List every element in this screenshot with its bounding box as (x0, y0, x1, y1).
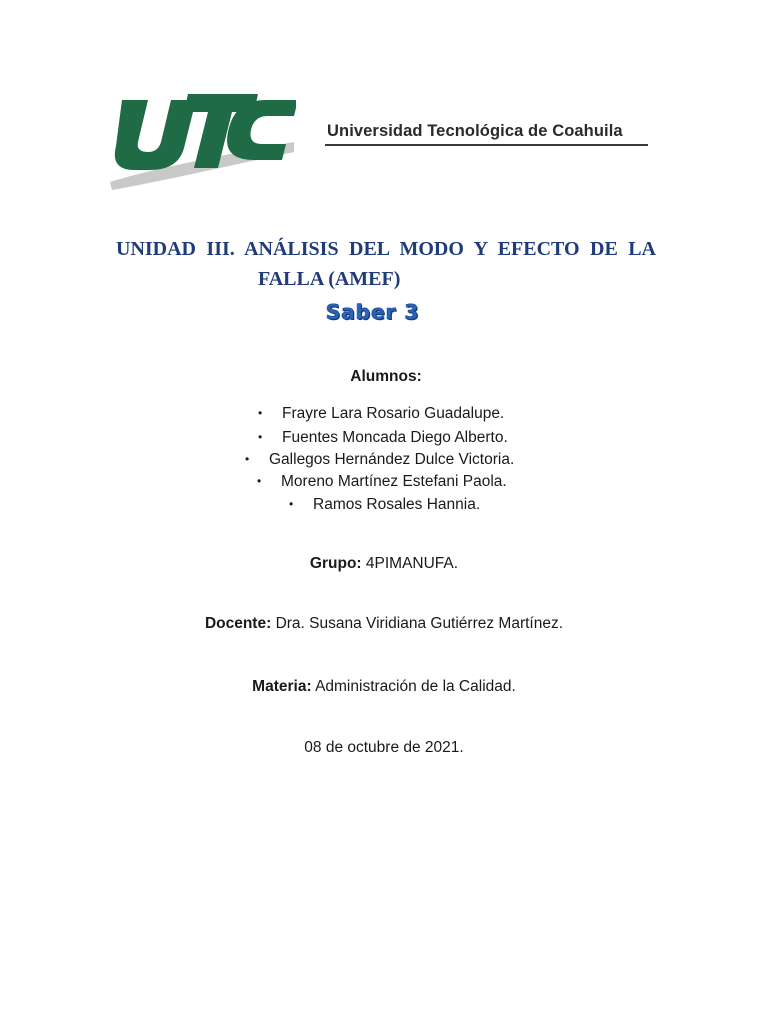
student-name: Ramos Rosales Hannia. (313, 496, 481, 513)
university-underline (325, 144, 648, 146)
students-label: Alumnos: (350, 368, 422, 385)
title-line-2: FALLA (AMEF) (258, 268, 401, 290)
student-name: Fuentes Moncada Diego Alberto. (282, 429, 508, 446)
list-item (258, 426, 508, 449)
list-item (258, 402, 504, 425)
utc-logo (108, 86, 296, 194)
title-line-1: UNIDAD III. ANÁLISIS DEL MODO Y EFECTO DE LA (116, 238, 656, 260)
teacher-value: Dra. Susana Viridiana Gutiérrez Martínez. (275, 615, 564, 632)
list-item (289, 493, 480, 516)
bullet-icon: • (258, 430, 263, 444)
teacher-label: Docente: (204, 615, 272, 632)
bullet-icon: • (289, 497, 294, 511)
group-label: Grupo: (309, 555, 362, 572)
list-item (245, 448, 514, 471)
date-line: 08 de octubre de 2021. (304, 739, 464, 756)
document-title (116, 234, 656, 294)
bullet-icon: • (258, 406, 263, 420)
bullet-icon: • (245, 452, 250, 466)
group-line (0, 555, 768, 573)
university-name: Universidad Tecnológica de Coahuila (327, 122, 623, 140)
utc-logo-graphic (108, 86, 296, 194)
list-item (257, 470, 507, 493)
subject-value: Administración de la Calidad. (315, 678, 516, 695)
student-name: Frayre Lara Rosario Guadalupe. (282, 405, 505, 422)
subject-line (0, 678, 768, 696)
teacher-line (0, 615, 768, 633)
saber-subtitle: Saber 3 (326, 300, 420, 324)
group-value: 4PIMANUFA. (365, 555, 459, 572)
student-name: Gallegos Hernández Dulce Victoria. (269, 451, 515, 468)
student-name: Moreno Martínez Estefani Paola. (281, 473, 507, 490)
bullet-icon: • (257, 474, 262, 488)
subject-label: Materia: (252, 678, 312, 695)
